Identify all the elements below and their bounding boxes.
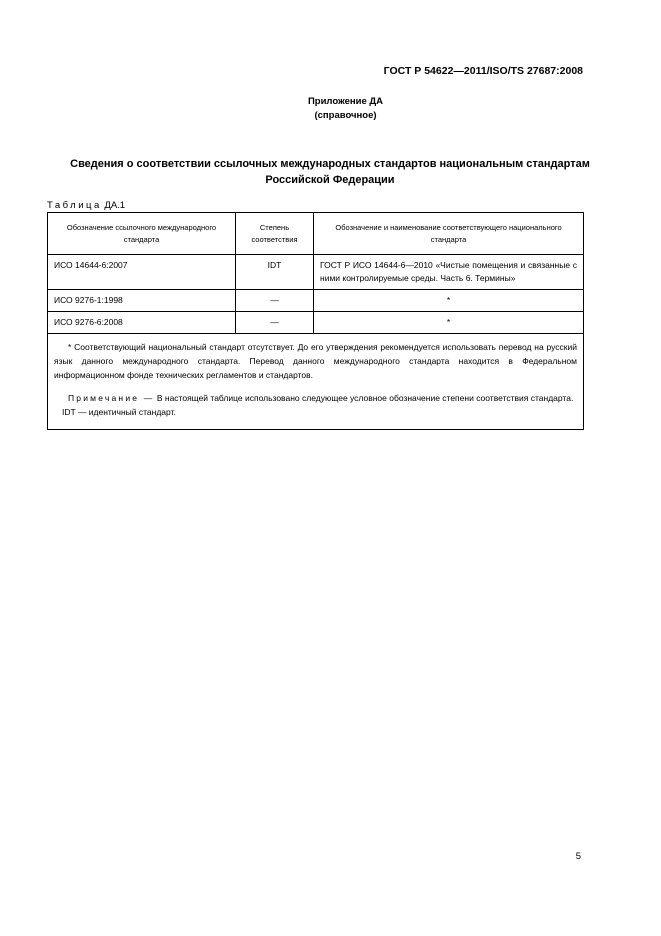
table-footnote-cell [48,334,584,430]
document-code-header: ГОСТ Р 54622—2011/ISO/TS 27687:2008 [383,65,583,77]
table-footnote: * Соответствующий национальный стандарт отсутствует. До его утверждения рекомендуется использовать перевод на русский язык данного международного стандарта. Перевод данного международного стандарта находится в Федеральном информационном фонде технических регламентов и стандартов. [54,342,577,380]
table-header-row [48,213,584,255]
annex-block [0,95,661,123]
cell-national: * [314,290,584,312]
section-heading-line-1: Сведения о соответствии ссылочных международных стандартов национальным стандартам [70,158,590,170]
table-note-text: В настоящей таблице использовано следующее условное обозначение степени соответствия стандарта. [156,393,574,403]
table-footnote-row [48,334,584,430]
table-legend: IDT — идентичный стандарт. [62,407,176,417]
table-caption-number: ДА.1 [104,200,126,211]
table-caption [47,200,125,211]
annex-subtitle: (справочное) [314,110,377,121]
page-number: 5 [575,851,581,862]
table-row [48,255,584,290]
column-header-degree: Степень соответствия [236,213,314,255]
annex-title: Приложение ДА [307,96,384,107]
correspondence-table [47,212,584,430]
column-header-national: Обозначение и наименование соответствующего национального стандарта [314,213,584,255]
cell-reference: ИСО 14644-6:2007 [48,255,236,290]
cell-degree: IDT [236,255,314,290]
table-caption-word: Таблица [47,200,102,211]
cell-degree: — [236,290,314,312]
cell-national: ГОСТ Р ИСО 14644-6—2010 «Чистые помещения и связанные с ними контролируемые среды. Часть 6. Термины» [314,255,584,290]
section-heading-line-2: Российской Федерации [265,174,395,186]
cell-degree: — [236,312,314,334]
cell-reference: ИСО 9276-6:2008 [48,312,236,334]
table-row [48,312,584,334]
cell-national: * [314,312,584,334]
table-row [48,290,584,312]
section-heading [40,156,620,188]
cell-reference: ИСО 9276-1:1998 [48,290,236,312]
table-note-label: Примечание — [68,393,155,403]
column-header-reference: Обозначение ссылочного международного стандарта [48,213,236,255]
table-note [54,391,577,405]
